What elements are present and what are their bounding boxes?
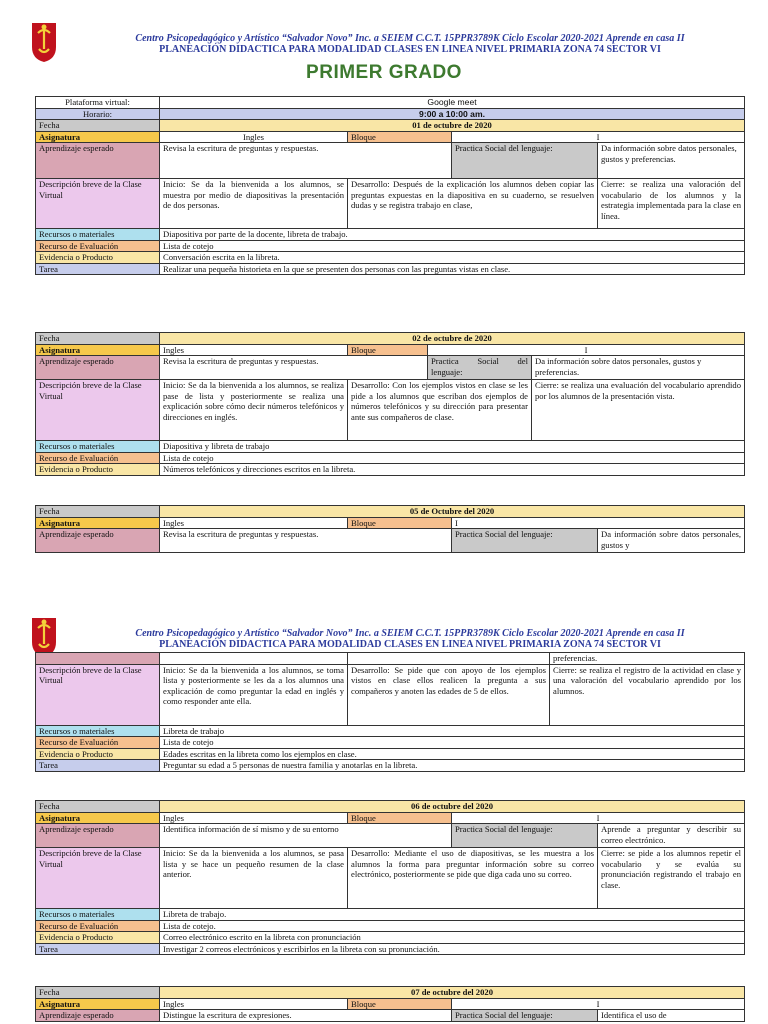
schedule-label: Horario: [36,108,160,120]
table-row [36,441,745,453]
table-row [36,932,745,944]
description-label: Descripción breve de la Clase Virtual [36,179,160,229]
date-value: 06 de octubre del 2020 [160,801,745,813]
practice-value: Da información sobre datos personales, gustos y preferencias. [532,356,745,380]
plan-02-oct [35,332,744,476]
plan-table [35,332,745,476]
homework-value: Realizar una pequeña historieta en la que se presenten dos personas con las preguntas vistas en clase. [160,263,745,275]
practice-label: Practica Social del lenguaje: [428,356,532,380]
evaluation-label: Recurso de Evaluación [36,737,160,749]
table-row [36,920,745,932]
development-text: Desarrollo: Después de la explicación los alumnos deben copiar las preguntas expuestas en la diapositiva en su cuaderno, se resuelven dudas y se registra trabajo en clase, [348,179,598,229]
block-value: I [452,812,745,824]
evidence-value: Números telefónicos y direcciones escritos en la libreta. [160,464,745,476]
subject-label: Asignatura [36,998,160,1010]
homework-label: Tarea [36,263,160,275]
header-institution: Centro Psicopedagógico y Artístico “Salvador Novo” Inc. a SEIEM C.C.T. 15PPR3789K Ciclo Escolar 2020-2021 Aprende en casa II [135,33,685,44]
header-institution: Centro Psicopedagógico y Artístico “Salvador Novo” Inc. a SEIEM C.C.T. 15PPR3789K Ciclo Escolar 2020-2021 Aprende en casa II [135,628,685,639]
block-value: I [452,998,745,1010]
table-row [36,131,745,143]
table-row [36,909,745,921]
block-label: Bloque [348,344,428,356]
block-label: Bloque [348,517,452,529]
start-text: Inicio: Se da la bienvenida a los alumnos, se realiza pase de lista y posteriormente se realiza una explicación sobre cómo decir números telefónicos y direcciones en inglés. [160,380,348,441]
subject-value: Ingles [160,517,348,529]
homework-label: Tarea [36,943,160,955]
plan-01-oct [35,96,744,275]
practice-label: Practica Social del lenguaje: [452,1010,598,1022]
table-row [36,344,745,356]
block-value: I [452,517,745,529]
table-row [36,848,745,909]
evidence-value: Correo electrónico escrito en la libreta con pronunciación [160,932,745,944]
subject-value: Ingles [160,998,348,1010]
date-label: Fecha [36,333,160,345]
resources-label: Recursos o materiales [36,725,160,737]
subject-label: Asignatura [36,812,160,824]
subject-value: Ingles [160,344,348,356]
practice-value: Identifica el uso de [598,1010,745,1022]
learning-label: Aprendizaje esperado [36,356,160,380]
resources-label: Recursos o materiales [36,909,160,921]
block-value: I [428,344,745,356]
date-value: 01 de octubre de 2020 [160,120,745,132]
table-row [36,664,745,725]
table-row [36,143,745,179]
practice-value: Da información sobre datos personales, gustos y [598,529,745,553]
school-logo-icon [30,19,58,63]
closing-text: Cierre: se realiza una valoración del vocabulario de los alumnos y la estrategia implementada para la clase en línea. [598,179,745,229]
practice-label: Practica Social del lenguaje: [452,824,598,848]
evaluation-value: Lista de cotejo [160,240,745,252]
table-row [36,801,745,813]
table-row [36,653,745,665]
plan-table [35,505,745,553]
learning-label: Aprendizaje esperado [36,1010,160,1022]
evidence-label: Evidencia o Producto [36,748,160,760]
evaluation-label: Recurso de Evaluación [36,920,160,932]
start-text: Inicio: Se da la bienvenida a los alumnos, se pasa lista y se hace un pequeño resumen de la clase anterior. [160,848,348,909]
table-row [36,737,745,749]
schedule-value: 9:00 a 10:00 am. [160,108,745,120]
table-row [36,380,745,441]
table-row [36,812,745,824]
date-value: 07 de octubre del 2020 [160,987,745,999]
platform-label: Plataforma virtual: [36,97,160,109]
plan-07-oct [35,986,744,1022]
table-row [36,506,745,518]
block-value: I [452,131,745,143]
closing-text: Cierre: se pide a los alumnos repetir el vocabulario y se evalúa su pronunciación registrando el trabajo en clase. [598,848,745,909]
platform-value: Google meet [160,97,745,109]
evaluation-value: Lista de cotejo [160,737,745,749]
learning-label: Aprendizaje esperado [36,529,160,553]
block-label: Bloque [348,812,452,824]
table-row [36,748,745,760]
date-label: Fecha [36,506,160,518]
resources-value: Libreta de trabajo. [160,909,745,921]
table-row [36,229,745,241]
homework-label: Tarea [36,760,160,772]
practice-value: Da información sobre datos personales, gustos y preferencias. [598,143,745,179]
practice-value: Aprende a preguntar y describir su correo electrónico. [598,824,745,848]
evaluation-label: Recurso de Evaluación [36,452,160,464]
table-row [36,725,745,737]
date-label: Fecha [36,120,160,132]
evidence-label: Evidencia o Producto [36,464,160,476]
description-label: Descripción breve de la Clase Virtual [36,380,160,441]
table-row [36,824,745,848]
plan-table [35,96,745,275]
subject-label: Asignatura [36,131,160,143]
learning-value: Distingue la escritura de expresiones. [160,1010,452,1022]
development-text: Desarrollo: Con los ejemplos vistos en clase se les pide a los alumnos que escriban dos ejemplos de números telefónicos y su dirección para presentar ante sus compañeros de clase. [348,380,532,441]
development-text: Desarrollo: Mediante el uso de diapositivas, se les muestra a los alumnos la forma para preguntar información sobre su correo electrónico, posteriormente se pide que diga cada uno su correo. [348,848,598,909]
table-row [36,333,745,345]
table-row [36,760,745,772]
table-row [36,97,745,109]
date-label: Fecha [36,987,160,999]
block-label: Bloque [348,131,452,143]
table-row [36,517,745,529]
table-row [36,452,745,464]
table-row [36,263,745,275]
evaluation-value: Lista de cotejo [160,452,745,464]
table-row [36,998,745,1010]
table-row [36,252,745,264]
closing-text: Cierre: se realiza el registro de la actividad en clase y una valoración del vocabulario aprendido por los alumnos. [550,664,745,725]
table-row [36,464,745,476]
plan-05-oct [35,505,744,553]
header-title: PLANEACIÓN DIDACTICA PARA MODALIDAD CLASES EN LINEA NIVEL PRIMARIA ZONA 74 SECTOR VI [159,639,661,650]
evidence-label: Evidencia o Producto [36,252,160,264]
learning-label: Aprendizaje esperado [36,143,160,179]
evaluation-value: Lista de cotejo. [160,920,745,932]
learning-value: Revisa la escritura de preguntas y respuestas. [160,529,452,553]
learning-value: Revisa la escritura de preguntas y respuestas. [160,143,452,179]
evidence-label: Evidencia o Producto [36,932,160,944]
plan-table [35,800,745,955]
resources-label: Recursos o materiales [36,441,160,453]
block-label: Bloque [348,998,452,1010]
description-label: Descripción breve de la Clase Virtual [36,664,160,725]
start-text: Inicio: Se da la bienvenida a los alumnos, se toma lista y posteriormente se les da a los alumnos una explicación de como preguntar la edad en inglés y como responder ante ella. [160,664,348,725]
learning-value [160,653,348,665]
header-title: PLANEACIÓN DIDACTICA PARA MODALIDAD CLASES EN LINEA NIVEL PRIMARIA ZONA 74 SECTOR VI [159,44,661,55]
learning-value: Identifica información de sí mismo y de su entorno [160,824,452,848]
plan-05-oct-continued [35,652,744,772]
learning-value: Revisa la escritura de preguntas y respuestas. [160,356,428,380]
table-row [36,179,745,229]
subject-value: Ingles [160,131,348,143]
learning-label: Aprendizaje esperado [36,824,160,848]
table-row [36,120,745,132]
table-row [36,1010,745,1022]
table-row [36,240,745,252]
plan-table [35,986,745,1022]
evaluation-label: Recurso de Evaluación [36,240,160,252]
date-label: Fecha [36,801,160,813]
resources-value: Libreta de trabajo [160,725,745,737]
resources-label: Recursos o materiales [36,229,160,241]
date-value: 05 de Octubre del 2020 [160,506,745,518]
table-row [36,356,745,380]
homework-value: Investigar 2 correos electrónicos y escribirlos en la libreta con su pronunciación. [160,943,745,955]
table-row [36,987,745,999]
practice-value-cont: preferencias. [550,653,745,665]
subject-value: Ingles [160,812,348,824]
evidence-value: Conversación escrita en la libreta. [160,252,745,264]
development-text: Desarrollo: Se pide que con apoyo de los ejemplos vistos en clase ellos realicen la pregunta a sus compañeros y anoten las edades de 5 de ellos. [348,664,550,725]
practice-label [348,653,550,665]
plan-06-oct [35,800,744,955]
subject-label: Asignatura [36,517,160,529]
table-row [36,108,745,120]
date-value: 02 de octubre de 2020 [160,333,745,345]
resources-value: Diapositiva por parte de la docente, libreta de trabajo. [160,229,745,241]
resources-value: Diapositiva y libreta de trabajo [160,441,745,453]
homework-value: Preguntar su edad a 5 personas de nuestra familia y anotarlas en la libreta. [160,760,745,772]
subject-label: Asignatura [36,344,160,356]
table-row [36,529,745,553]
closing-text: Cierre: se realiza una evaluación del vocabulario aprendido por los alumnos de la presentación vista. [532,380,745,441]
page-title: PRIMER GRADO [306,62,462,83]
start-text: Inicio: Se da la bienvenida a los alumnos, se muestra por medio de diapositivas la presentación de dos personas. [160,179,348,229]
plan-table [35,652,745,772]
table-row [36,943,745,955]
learning-label [36,653,160,665]
evidence-value: Edades escritas en la libreta como los ejemplos en clase. [160,748,745,760]
practice-label: Practica Social del lenguaje: [452,529,598,553]
practice-label: Practica Social del lenguaje: [452,143,598,179]
description-label: Descripción breve de la Clase Virtual [36,848,160,909]
